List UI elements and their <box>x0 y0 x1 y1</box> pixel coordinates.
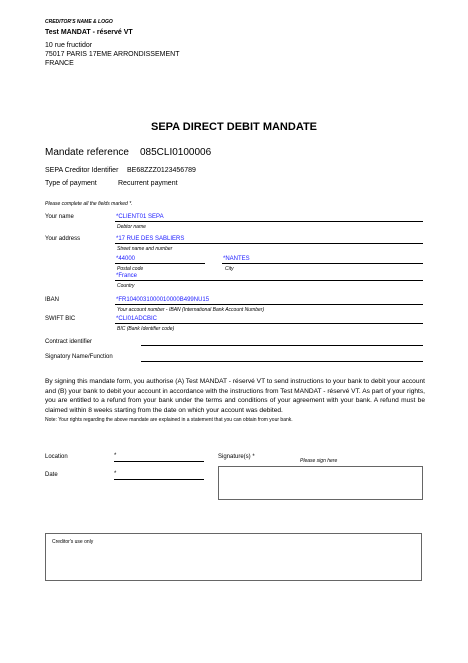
payment-type-value: Recurrent payment <box>118 180 178 187</box>
creditor-name: Test MANDAT - réservé VT <box>45 29 133 36</box>
iban-underline <box>115 304 423 305</box>
contract-label: Contract identifier <box>45 339 93 345</box>
name-label: Your name <box>45 214 74 220</box>
location-label: Location <box>45 454 68 460</box>
signatory-label: Signatory Name/Function <box>45 354 113 360</box>
signature-label: Signature(s) * <box>218 454 255 460</box>
authorization-paragraph: By signing this mandate form, you authorise (A) Test MANDAT - réservé VT to send instructions to your bank to debit your account and (B) your bank to debit your account in accordance with the instructions from Test MANDAT - réservé VT. As part of your rights, you are entitled to a refund from your bank under the terms and conditions of your agreement with your bank. A refund must be claimed within 8 weeks starting from the date on which your account was debited. <box>45 378 425 414</box>
creditor-identifier-value: BE68ZZZ0123456789 <box>127 167 196 174</box>
name-underline <box>115 221 423 222</box>
rights-note: Note: Your rights regarding the above mandate are explained in a statement that you can obtain from your bank. <box>45 417 293 423</box>
signatory-field[interactable] <box>141 361 423 362</box>
street-value[interactable]: *17 RUE DES SABLIERS <box>116 236 185 242</box>
iban-caption: Your account number - IBAN (International Bank Account Number) <box>117 307 265 313</box>
city-value[interactable]: *NANTES <box>223 256 250 262</box>
iban-label: IBAN <box>45 297 60 303</box>
country-underline <box>115 280 423 281</box>
creditors-use-label: Creditor's use only <box>52 539 94 545</box>
contract-field[interactable] <box>141 345 423 346</box>
creditor-address-line-2: 75017 PARIS 17EME ARRONDISSEMENT <box>45 51 180 58</box>
country-value[interactable]: *France <box>116 273 138 279</box>
bic-label: SWIFT BIC <box>45 316 76 322</box>
name-caption: Debtor name <box>117 224 146 230</box>
postcode-caption: Postal code <box>117 266 144 272</box>
creditor-identifier-label: SEPA Creditor Identifier <box>45 167 119 174</box>
creditors-use-box <box>45 533 422 581</box>
postcode-value[interactable]: *44000 <box>116 256 136 262</box>
creditor-address-line-1: 10 rue fructidor <box>45 42 93 49</box>
date-label: Date <box>45 472 58 478</box>
creditor-country: FRANCE <box>45 60 74 67</box>
street-underline <box>115 243 423 244</box>
sign-here-hint: Please sign here <box>300 458 338 464</box>
city-underline <box>222 263 423 264</box>
bic-value[interactable]: *CLI01ADCBIC <box>116 316 158 322</box>
mandate-reference-value: 085CLI0100006 <box>140 147 212 158</box>
city-caption: City <box>225 266 234 272</box>
document-title: SEPA DIRECT DEBIT MANDATE <box>150 121 318 133</box>
bic-underline <box>115 323 423 324</box>
location-field[interactable] <box>114 461 204 462</box>
location-asterisk: * <box>114 453 117 459</box>
address-label: Your address <box>45 236 81 242</box>
instruction-text: Please complete all the fields marked *. <box>45 201 133 207</box>
iban-value[interactable]: *FR1040031000010000B499NU15 <box>116 297 210 303</box>
date-field[interactable] <box>114 479 204 480</box>
creditor-heading: CREDITOR'S NAME & LOGO <box>45 19 113 25</box>
country-caption: Country <box>117 283 135 289</box>
postcode-underline <box>115 263 205 264</box>
payment-type-label: Type of payment <box>45 180 97 187</box>
signature-box[interactable] <box>218 466 423 500</box>
bic-caption: BIC (Bank Identifier code) <box>117 326 175 332</box>
street-caption: Street name and number <box>117 246 173 252</box>
date-asterisk: * <box>114 471 117 477</box>
name-value[interactable]: *CLIENT01 SEPA <box>116 214 164 220</box>
mandate-reference-label: Mandate reference <box>45 147 129 158</box>
